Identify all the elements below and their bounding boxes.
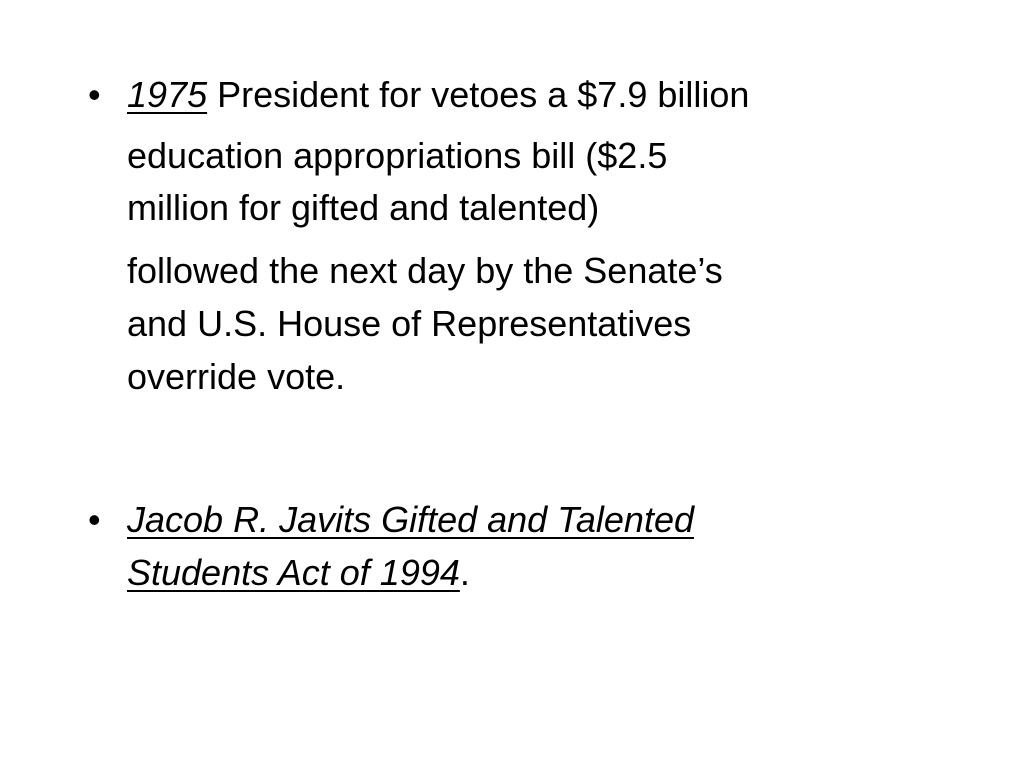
bullet-line: override vote.: [127, 356, 346, 397]
bullet-line: million for gifted and talented): [127, 187, 600, 228]
bullet-line: [127, 546, 927, 599]
bullet-line: [127, 493, 927, 546]
act-title-line-2: Students Act of 1994: [127, 552, 460, 593]
bullet-line: [127, 68, 927, 122]
bullet-glyph: •: [88, 499, 101, 540]
bullet-line: followed the next day by the Senate’s: [127, 250, 723, 291]
bullet-line: education appropriations bill ($2.5: [127, 135, 668, 176]
veto-text: President for vetoes a $7.9 billion: [207, 74, 750, 115]
bullet-text: [127, 493, 927, 599]
trailing-period: .: [459, 552, 470, 593]
act-title-line-1: Jacob R. Javits Gifted and Talented: [127, 499, 694, 540]
bullet-line: and U.S. House of Representatives: [127, 303, 692, 344]
bullet-glyph: •: [88, 74, 101, 115]
bullet-text: [127, 68, 927, 403]
override-paragraph: [127, 244, 927, 403]
appropriations-paragraph: [127, 130, 927, 234]
year-lead: 1975: [127, 74, 208, 115]
